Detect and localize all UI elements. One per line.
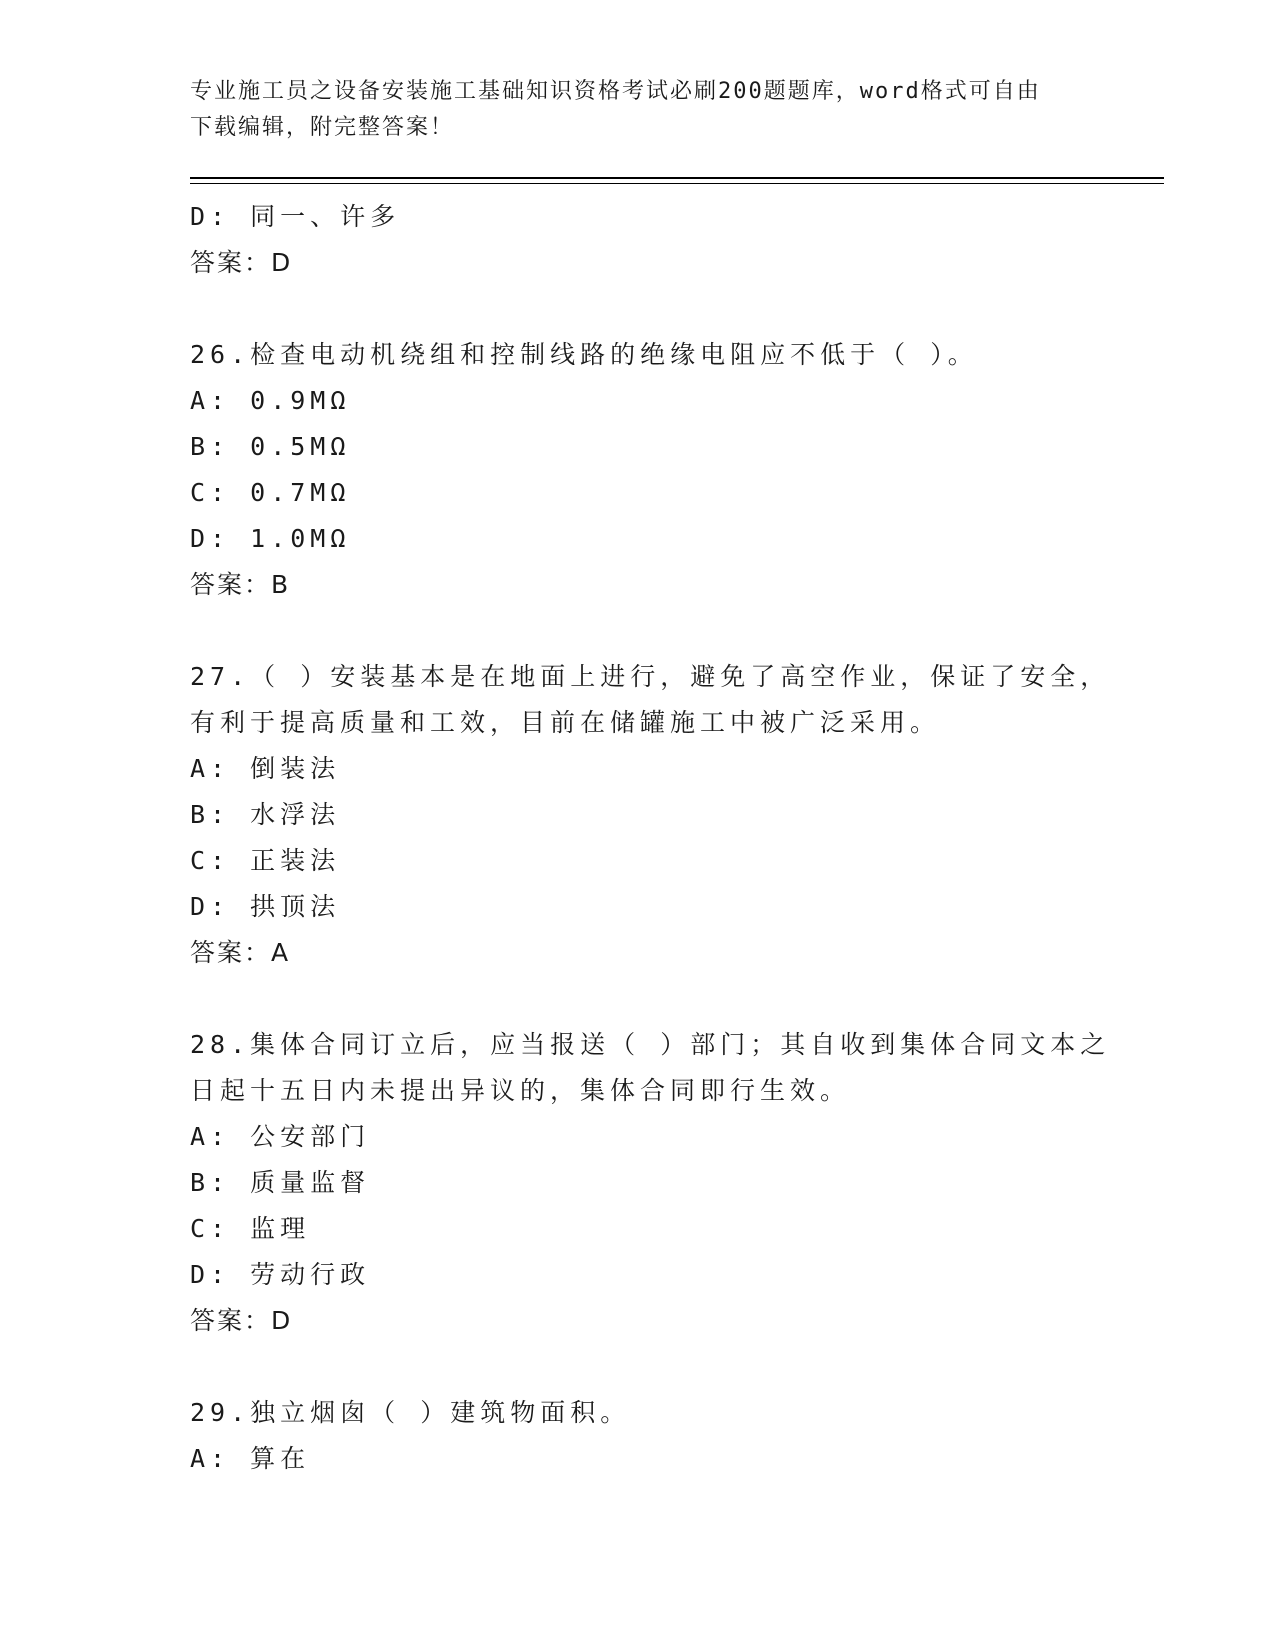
option-line: D: 同一、许多 — [190, 202, 401, 231]
question-text: 28.集体合同订立后，应当报送（ ）部门；其自收到集体合同文本之 — [190, 1030, 1111, 1059]
answer-line: 答案：B — [190, 570, 291, 599]
option-line: D: 劳动行政 — [190, 1260, 371, 1289]
block-spacer — [190, 608, 1090, 654]
option-line: D: 1.0MΩ — [190, 524, 351, 553]
option-line: A: 公安部门 — [190, 1122, 371, 1151]
question-text: 26.检查电动机绕组和控制线路的绝缘电阻应不低于（ ）。 — [190, 340, 978, 369]
option-line: A: 0.9MΩ — [190, 386, 351, 415]
header-title-line-2: 下载编辑，附完整答案！ — [190, 115, 455, 140]
block-spacer — [190, 286, 1090, 332]
question-list — [190, 194, 1111, 1482]
document-header — [190, 74, 1090, 146]
answer-line: 答案：D — [190, 248, 293, 277]
option-line: C: 0.7MΩ — [190, 478, 351, 507]
header-divider-thin — [190, 183, 1164, 184]
question-text: 有利于提高质量和工效，目前在储罐施工中被广泛采用。 — [190, 708, 941, 737]
option-line: B: 0.5MΩ — [190, 432, 351, 461]
option-line: C: 监理 — [190, 1214, 311, 1243]
question-text: 日起十五日内未提出异议的，集体合同即行生效。 — [190, 1076, 851, 1105]
block-spacer — [190, 976, 1090, 1022]
question-text: 27.（ ）安装基本是在地面上进行，避免了高空作业，保证了安全， — [190, 662, 1111, 691]
option-line: C: 正装法 — [190, 846, 341, 875]
block-spacer — [190, 1344, 1090, 1390]
option-line: A: 倒装法 — [190, 754, 341, 783]
option-line: A: 算在 — [190, 1444, 311, 1473]
header-title-line-1: 专业施工员之设备安装施工基础知识资格考试必刷200题题库，word格式可自由 — [190, 79, 1041, 104]
answer-line: 答案：D — [190, 1306, 293, 1335]
option-line: D: 拱顶法 — [190, 892, 341, 921]
answer-line: 答案：A — [190, 938, 291, 967]
option-line: B: 质量监督 — [190, 1168, 371, 1197]
option-line: B: 水浮法 — [190, 800, 341, 829]
question-text: 29.独立烟囱（ ）建筑物面积。 — [190, 1398, 631, 1427]
header-divider-thick — [190, 177, 1164, 179]
